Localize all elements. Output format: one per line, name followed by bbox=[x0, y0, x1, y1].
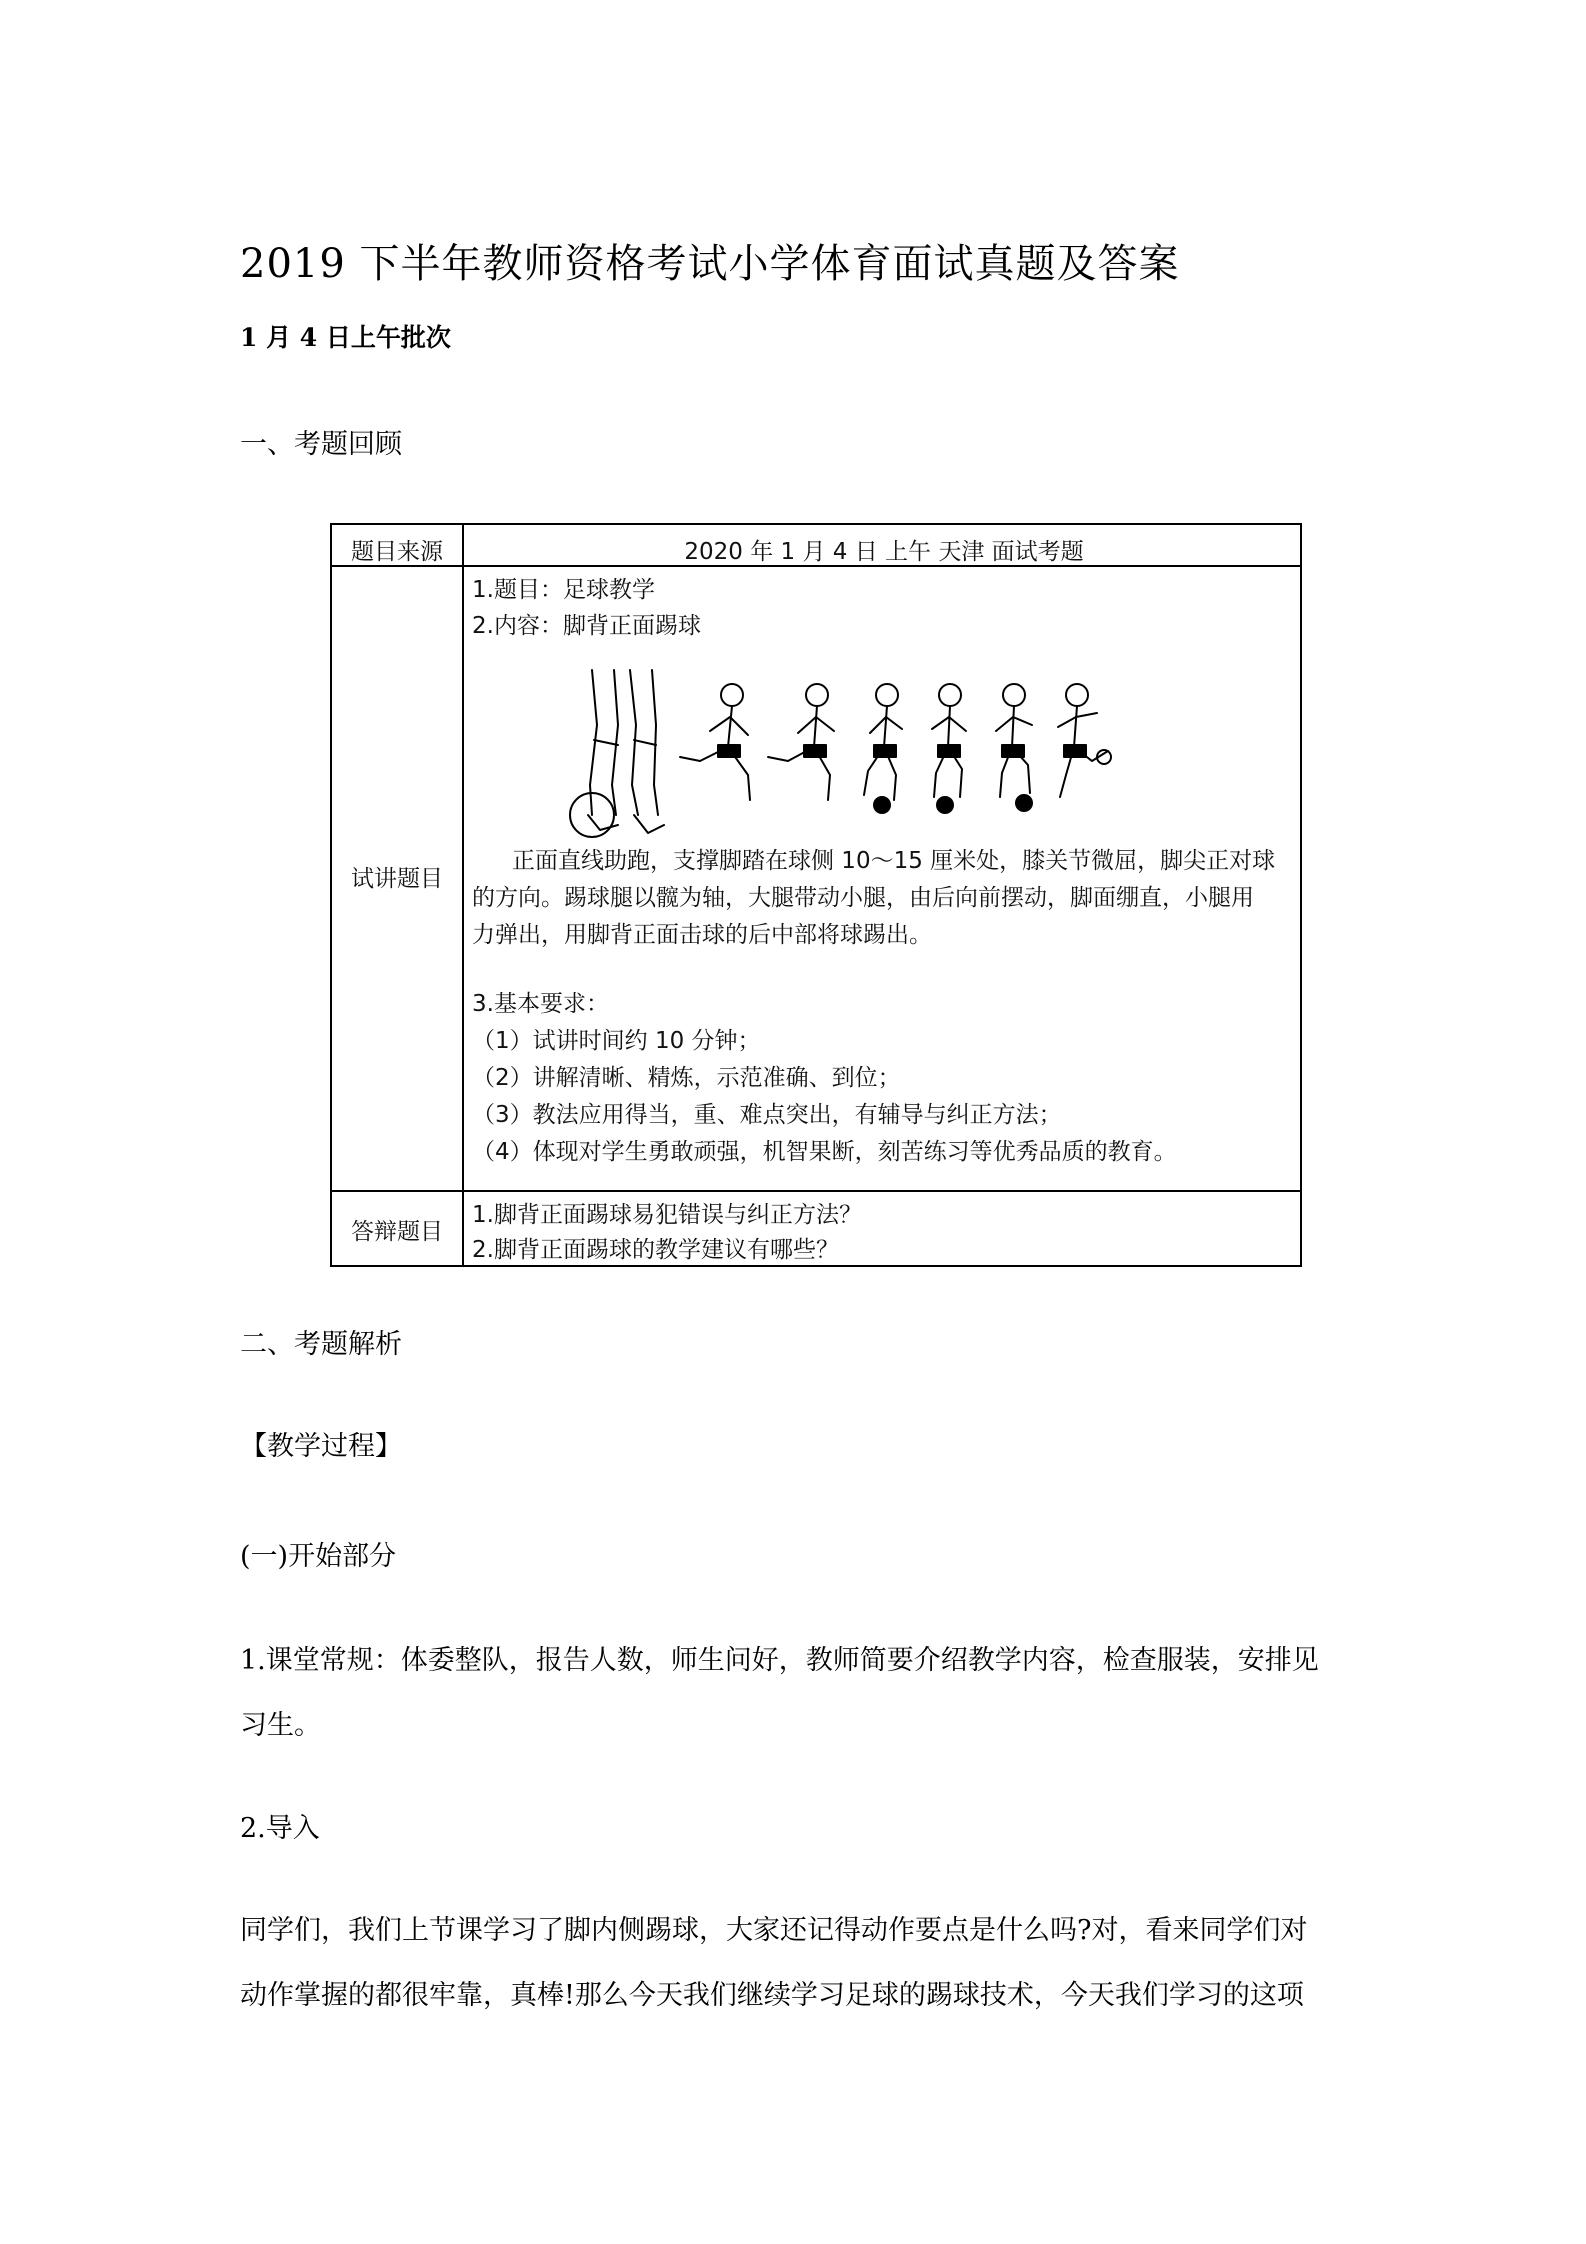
question-table bbox=[330, 523, 1302, 1267]
instep-kick-illustration bbox=[552, 665, 1112, 845]
paragraph-line: 1.课堂常规：体委整队，报告人数，师生问好，教师简要介绍教学内容，检查服装，安排见 bbox=[240, 1645, 1319, 1676]
start-part-heading: (一)开始部分 bbox=[240, 1541, 397, 1572]
description-line: 的方向。踢球腿以髋为轴，大腿带动小腿，由后向前摆动，脚面绷直，小腿用 bbox=[472, 885, 1254, 911]
document-title: 2019 下半年教师资格考试小学体育面试真题及答案 bbox=[240, 241, 1180, 287]
source-value: 2020 年 1 月 4 日 上午 天津 面试考题 bbox=[684, 539, 1084, 565]
requirement-item: （2）讲解清晰、精炼，示范准确、到位； bbox=[472, 1065, 901, 1091]
defense-question: 1.脚背正面踢球易犯错误与纠正方法？ bbox=[472, 1202, 862, 1228]
classroom-routine-paragraph bbox=[240, 1628, 1360, 1758]
lecture-topic: 1.题目：足球教学 bbox=[472, 577, 655, 603]
teaching-process-heading: 【教学过程】 bbox=[240, 1431, 402, 1462]
source-label: 题目来源 bbox=[351, 539, 443, 565]
paragraph-line: 动作掌握的都很牢靠，真棒!那么今天我们继续学习足球的踢球技术，今天我们学习的这项 bbox=[240, 1980, 1304, 2011]
batch-heading: 1 月 4 日上午批次 bbox=[240, 323, 451, 352]
description-line: 力弹出，用脚背正面击球的后中部将球踢出。 bbox=[472, 922, 932, 948]
section-review-heading: 一、考题回顾 bbox=[240, 429, 402, 460]
lecture-content: 2.内容：脚背正面踢球 bbox=[472, 613, 701, 639]
requirement-item: （4）体现对学生勇敢顽强，机智果断，刻苦练习等优秀品质的教育。 bbox=[472, 1139, 1177, 1165]
description-line: 正面直线助跑，支撑脚踏在球侧 10～15 厘米处，膝关节微屈，脚尖正对球 bbox=[512, 848, 1276, 874]
section-analysis-heading: 二、考题解析 bbox=[240, 1329, 402, 1360]
paragraph-line: 习生。 bbox=[240, 1710, 321, 1741]
lecture-label: 试讲题目 bbox=[351, 866, 443, 892]
defense-label: 答辩题目 bbox=[351, 1219, 443, 1245]
introduction-heading: 2.导入 bbox=[240, 1813, 320, 1844]
requirement-item: （1）试讲时间约 10 分钟； bbox=[472, 1028, 761, 1054]
requirements-title: 3.基本要求： bbox=[472, 991, 609, 1017]
table-column-divider bbox=[462, 525, 464, 1265]
table-row-divider bbox=[332, 1190, 1300, 1192]
defense-question: 2.脚背正面踢球的教学建议有哪些？ bbox=[472, 1237, 839, 1263]
paragraph-line: 同学们，我们上节课学习了脚内侧踢球，大家还记得动作要点是什么吗?对，看来同学们对 bbox=[240, 1915, 1308, 1946]
requirement-item: （3）教法应用得当，重、难点突出，有辅导与纠正方法； bbox=[472, 1102, 1062, 1128]
introduction-paragraph bbox=[240, 1898, 1360, 2028]
